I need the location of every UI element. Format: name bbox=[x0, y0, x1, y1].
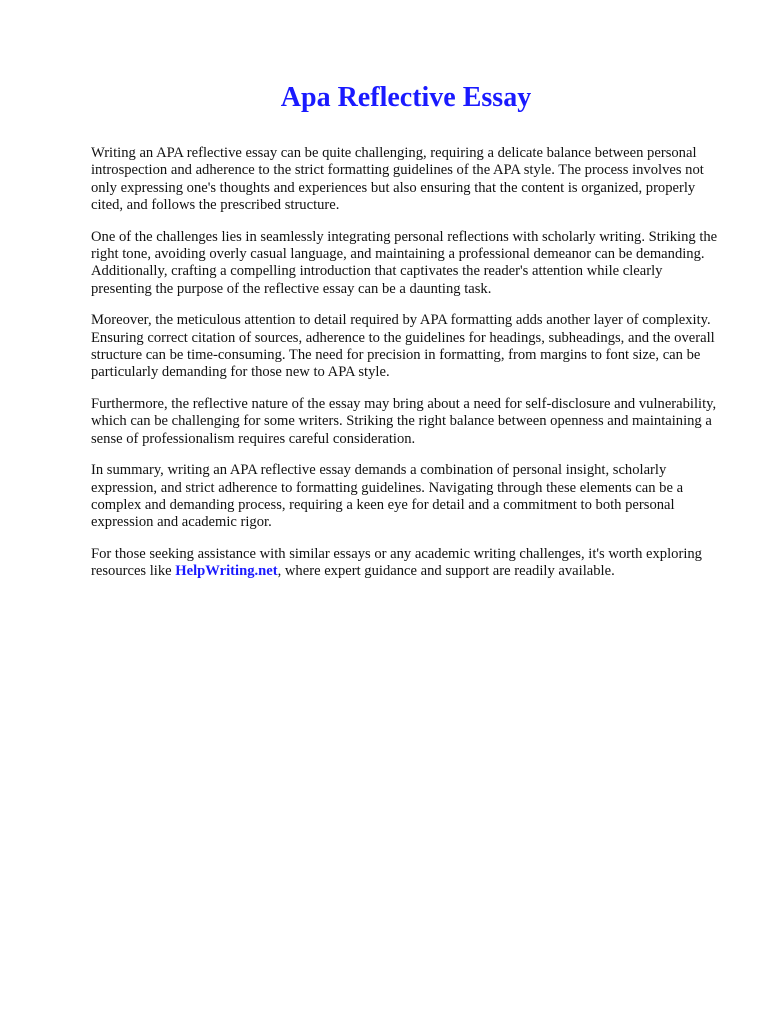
paragraph-reflective-nature: Furthermore, the reflective nature of the essay may bring about a need for self-disclosure and vulnerability, which can be challenging for some writers. Striking the right balance between openness and maintaining a sense of professionalism requires careful consideration. bbox=[91, 395, 717, 447]
document-title: Apa Reflective Essay bbox=[280, 82, 532, 113]
resources-text-after-link: , where expert guidance and support are readily available. bbox=[277, 563, 615, 580]
paragraph-summary: In summary, writing an APA reflective essay demands a combination of personal insight, scholarly expression, and strict adherence to formatting guidelines. Navigating through these elements can be a complex and demanding process, requiring a keen eye for detail and a commitment to both personal expression and academic rigor. bbox=[91, 462, 684, 531]
helpwriting-link[interactable]: HelpWriting.net bbox=[175, 563, 278, 580]
paragraph-challenges: One of the challenges lies in seamlessly integrating personal reflections with scholarly writing. Striking the right tone, avoiding overly casual language, and maintaining a professional demeanor can be demanding. Additionally, crafting a compelling introduction that captivates the reader's attention while clearly presenting the purpose of the reflective essay can be a daunting task. bbox=[91, 228, 718, 297]
paragraph-formatting: Moreover, the meticulous attention to detail required by APA formatting adds another layer of complexity. Ensuring correct citation of sources, adherence to the guidelines for headings, subheadings, and the overall structure can be time-consuming. The need for precision in formatting, from margins to font size, can be particularly demanding for those new to APA style. bbox=[91, 312, 715, 381]
document-body bbox=[91, 145, 725, 595]
paragraph-resources bbox=[91, 546, 725, 581]
paragraph-intro: Writing an APA reflective essay can be quite challenging, requiring a delicate balance between personal introspection and adherence to the strict formatting guidelines of the APA style. The process involves not only expressing one's thoughts and experiences but also ensuring that the content is organized, properly cited, and follows the prescribed structure. bbox=[91, 145, 704, 214]
resources-text-before-link: For those seeking assistance with similar essays or any academic writing challenges, it's worth exploring resources like bbox=[91, 545, 702, 580]
